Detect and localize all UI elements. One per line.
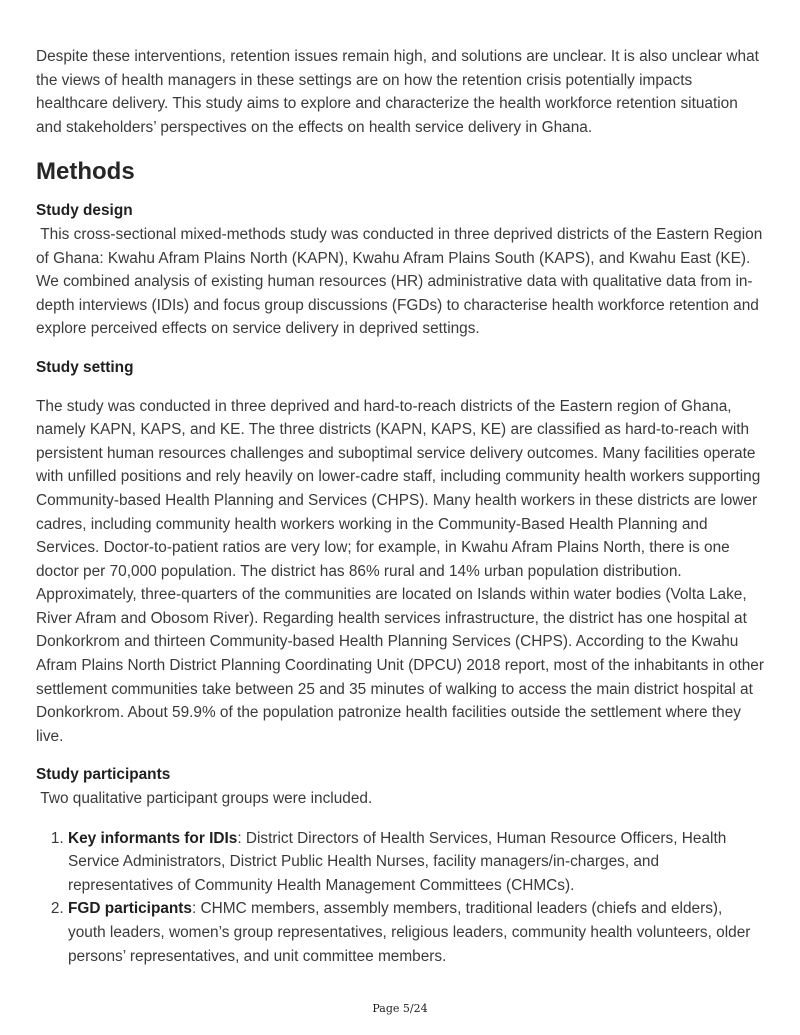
list-item-text: : CHMC members, assembly members, traditional leaders (chiefs and elders), youth leaders, women’s group representatives, religious leaders, community health volunteers, older persons’ representatives, and unit committee members. — [68, 900, 751, 965]
study-setting-text: The study was conducted in three deprived and hard-to-reach districts of the Eastern region of Ghana, namely KAPN, KAPS, and KE. The three districts (KAPN, KAPS, KE) are classified as hard-to-reach with persistent human resources challenges and suboptimal service delivery outcomes. Many facilities operate with unfilled positions and rely heavily on lower-cadre staff, including community health workers supporting Community-based Health Planning and Services (CHPS). Many health workers in these districts are lower cadres, including community health workers working in the Community-Based Health Planning and Services. Doctor-to-patient ratios are very low; for example, in Kwahu Afram Plains North, there is one doctor per 70,000 population. The district has 86% rural and 14% urban population distribution. Approximately, three-quarters of the communities are located on Islands within water bodies (Volta Lake, River Afram and Obosom River). Regarding health services infrastructure, the district has one hospital at Donkorkrom and thirteen Community-based Health Planning Services (CHPS). According to the Kwahu Afram Plains North District Planning Coordinating Unit (DPCU) 2018 report, most of the inhabitants in other settlement communities take between 25 and 35 minutes of walking to access the main district hospital at Donkorkrom. About 59.9% of the population patronize health facilities outside the settlement where they live. — [36, 397, 764, 745]
study-setting-heading: Study setting — [36, 358, 134, 376]
study-participants-section — [36, 763, 764, 968]
document-page — [36, 45, 767, 983]
study-design-section — [36, 199, 767, 341]
list-item-term: Key informants for IDIs — [68, 829, 238, 847]
study-setting-section — [36, 356, 764, 749]
list-item — [68, 827, 764, 898]
study-design-text: This cross-sectional mixed-methods study was conducted in three deprived districts of the Eastern Region of Ghana: Kwahu Afram Plains North (KAPN), Kwahu Afram Plains South (KAPS), and Kwahu East (KE). We combined analysis of existing human resources (HR) administrative data with qualitative data from in-depth interviews (IDIs) and focus group discussions (FGDs) to characterise health workforce retention and explore perceived effects on service delivery in deprived settings. — [36, 225, 767, 338]
intro-paragraph: Despite these interventions, retention issues remain high, and solutions are unclear. It is also unclear what the views of health managers in these settings are on how the retention crisis potentially impacts healthcare delivery. This study aims to explore and characterize the health workforce retention situation and stakeholders’ perspectives on the effects on health service delivery in Ghana. — [36, 48, 759, 136]
participant-groups-list — [36, 827, 764, 969]
methods-heading: Methods — [36, 158, 135, 186]
list-item — [68, 897, 764, 968]
page-number: Page 5/24 — [372, 1002, 428, 1015]
study-design-heading: Study design — [36, 202, 133, 220]
list-item-text: : District Directors of Health Services, Human Resource Officers, Health Service Administrators, District Public Health Nurses, facility managers/in-charges, and representatives of Community Health Management Committees (CHMCs). — [68, 829, 727, 894]
list-item-term: FGD participants — [68, 900, 192, 918]
study-participants-text: Two qualitative participant groups were included. — [36, 790, 373, 808]
study-participants-heading: Study participants — [36, 766, 171, 784]
